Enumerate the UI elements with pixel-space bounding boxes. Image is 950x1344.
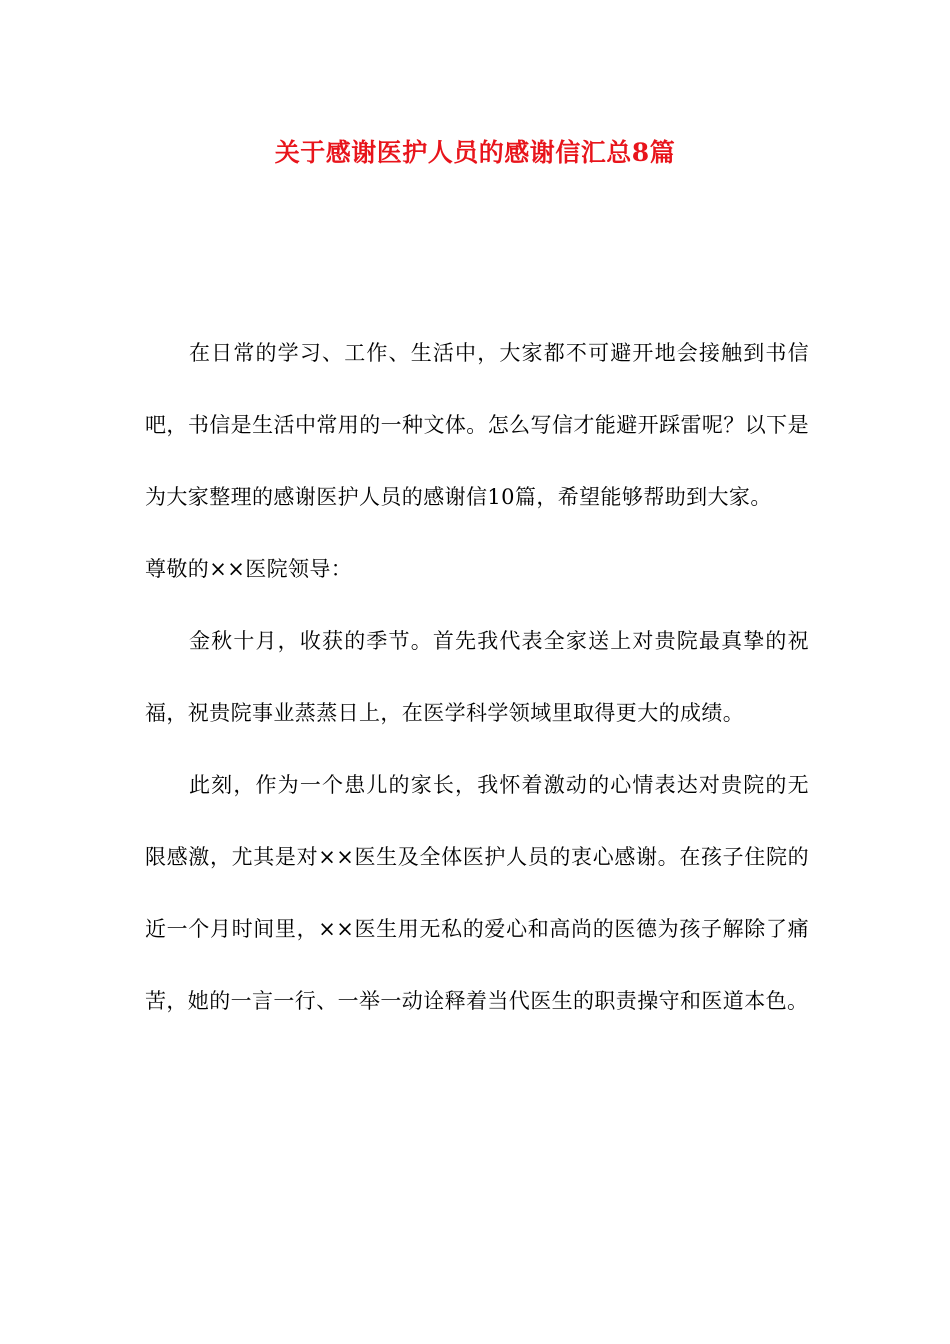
- salutation: 尊敬的××医院领导：: [145, 557, 353, 581]
- greeting-paragraph: 金秋十月，收获的季节。首先我代表全家送上对贵院最真挚的祝福，祝贵院事业蒸蒸日上，在医学科学领域里取得更大的成绩。: [145, 629, 809, 725]
- gratitude-paragraph: 此刻，作为一个患儿的家长，我怀着激动的心情表达对贵院的无限感激，尤其是对××医生及全体医护人员的衷心感谢。在孩子住院的近一个月时间里，××医生用无私的爱心和高尚的医德为孩子解除了痛苦，她的一言一行、一举一动诠释着当代医生的职责操守和医道本色。: [145, 773, 809, 1013]
- document-title: 关于感谢医护人员的感谢信汇总8篇: [274, 138, 676, 167]
- intro-paragraph: 在日常的学习、工作、生活中，大家都不可避开地会接触到书信吧，书信是生活中常用的一种文体。怎么写信才能避开踩雷呢？以下是为大家整理的感谢医护人员的感谢信10篇，希望能够帮助到大家。: [145, 341, 809, 509]
- document-body: [145, 317, 809, 1037]
